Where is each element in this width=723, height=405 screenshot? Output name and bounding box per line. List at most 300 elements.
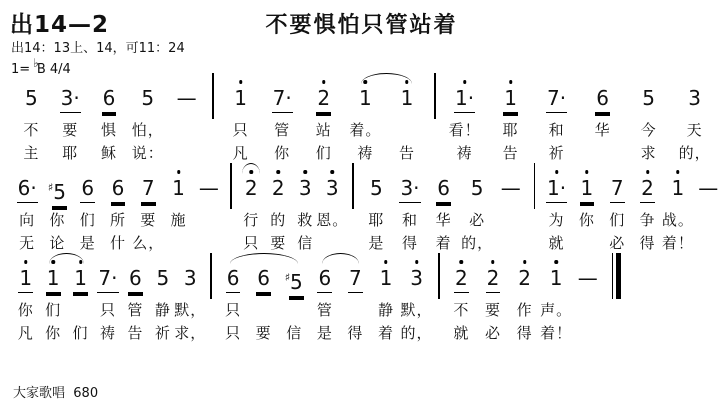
- lyric-verse2: 祷: [99, 324, 116, 342]
- note-digit: 6: [226, 266, 241, 293]
- lyric-verse1: 救: [297, 211, 314, 229]
- lyric-verse2: 祈: [548, 144, 565, 162]
- lyric-verse2: 的，: [461, 234, 494, 252]
- lyric-verse2: 祈: [154, 324, 171, 342]
- note: [400, 86, 415, 112]
- note-digit: 1·: [546, 176, 567, 203]
- note-column: [261, 72, 303, 165]
- note-digit: 1: [73, 266, 88, 293]
- lyric-verse1: 只: [225, 301, 242, 319]
- note-digit: 6: [128, 266, 143, 293]
- note: [285, 266, 304, 292]
- note-column: [73, 162, 103, 255]
- note: [379, 266, 394, 292]
- note: [358, 86, 373, 112]
- lyric-verse1: 天: [686, 121, 703, 139]
- key-prefix: 1=: [11, 62, 31, 77]
- lyric-verse2: 们: [315, 144, 332, 162]
- note-digit: 1: [400, 86, 414, 110]
- note-digit: 6: [102, 86, 117, 113]
- lyric-verse1: 管: [316, 301, 333, 319]
- note-digit: 1: [172, 176, 185, 200]
- barline: [352, 163, 354, 209]
- note: [317, 266, 332, 292]
- note-digit: 3·: [399, 176, 420, 203]
- note-digit: 6·: [17, 176, 38, 203]
- note-column: [488, 72, 534, 165]
- lyric-verse2: 着！: [540, 324, 573, 342]
- lyric-verse1: 怕，: [131, 121, 164, 139]
- lyric-verse2: 信: [286, 324, 303, 342]
- note: [549, 266, 564, 292]
- lyric-verse1: 你: [49, 211, 66, 229]
- lyric-verse1: 耶: [502, 121, 519, 139]
- lyric-verse2: 告: [398, 144, 415, 162]
- catalog-number: 出14—2: [10, 12, 110, 38]
- note-digit: 6: [256, 266, 271, 293]
- note-digit: 1: [234, 86, 247, 110]
- note: [48, 176, 67, 202]
- note-digit: 5: [370, 176, 383, 200]
- note-column: [51, 72, 90, 165]
- note-column: [427, 162, 461, 255]
- note: [640, 176, 655, 202]
- note: [155, 266, 170, 292]
- note-digit: 5: [470, 176, 484, 200]
- note-digit: 1: [671, 176, 685, 200]
- sharp-accidental-icon: ♯: [284, 271, 291, 284]
- flat-sign: ♭: [33, 56, 39, 70]
- dash-prolong-mark: —: [500, 176, 521, 200]
- lyric-verse1: 不: [23, 121, 40, 139]
- song-title: 不要惧怕只管站着: [265, 13, 458, 38]
- note: [128, 266, 143, 292]
- note-column: [174, 252, 207, 345]
- note: [298, 176, 313, 202]
- note-column: [401, 252, 432, 345]
- note-column: [279, 252, 310, 345]
- note: [436, 176, 451, 202]
- note-digit: 3: [325, 176, 339, 200]
- note: [348, 266, 363, 292]
- lyric-verse1: 为: [548, 211, 565, 229]
- note-digit: 1: [503, 86, 518, 113]
- note-column: [128, 72, 167, 165]
- lyric-verse2: 的，: [400, 324, 433, 342]
- lyric-verse1: 着。: [349, 121, 382, 139]
- measure: [444, 252, 606, 345]
- note-digit: 1: [46, 266, 61, 293]
- note: [73, 266, 88, 292]
- note: [97, 266, 118, 292]
- note: [176, 86, 198, 112]
- note: [171, 176, 186, 202]
- lyric-verse1: 要: [62, 121, 79, 139]
- lyric-verse1: 争: [639, 211, 656, 229]
- note-digit: 6: [80, 176, 95, 203]
- note-column: [360, 162, 394, 255]
- note-column: [220, 72, 262, 165]
- lyric-verse2: 是: [368, 234, 385, 252]
- lyric-verse2: 论: [49, 234, 66, 252]
- note: [60, 86, 81, 112]
- barline: [212, 73, 214, 119]
- lyric-verse1: 静: [154, 301, 171, 319]
- lyric-verse1: 今: [640, 121, 657, 139]
- final-barline: [612, 253, 621, 299]
- lyric-verse2: 求: [640, 144, 657, 162]
- lyric-verse1: 声。: [540, 301, 573, 319]
- lyric-verse2: 要: [270, 234, 287, 252]
- note: [272, 86, 293, 112]
- note-column: [672, 72, 718, 165]
- sharp-accidental-icon: ♯: [47, 181, 54, 194]
- lyric-verse2: 凡: [17, 324, 34, 342]
- note: [140, 86, 155, 112]
- lyric-verse2: 祷: [357, 144, 374, 162]
- lyric-verse2: 凡: [232, 144, 249, 162]
- note: [80, 176, 95, 202]
- note-digit: 7: [348, 266, 363, 293]
- thick-bar: [616, 253, 621, 299]
- note: [454, 266, 469, 292]
- note-column: [509, 252, 541, 345]
- lyric-verse2: 祷: [456, 144, 473, 162]
- thin-bar: [612, 253, 614, 299]
- note: [454, 86, 475, 112]
- note-column: [133, 162, 163, 255]
- lyric-verse1: 华: [594, 121, 611, 139]
- note-column: [340, 252, 371, 345]
- lyric-verse1: 耶: [368, 211, 385, 229]
- note: [577, 266, 599, 292]
- scripture-reference: 出14：13上、14，可11：24: [11, 41, 185, 56]
- note: [325, 176, 340, 202]
- note-column: [446, 252, 478, 345]
- lyric-verse2: 必: [609, 234, 626, 252]
- note: [46, 266, 61, 292]
- note-column: [12, 252, 39, 345]
- note-column: [103, 162, 133, 255]
- note-column: [494, 162, 528, 255]
- barline: [434, 73, 436, 119]
- lyric-verse2: 主: [23, 144, 40, 162]
- note-column: [632, 162, 662, 255]
- note: [399, 176, 420, 202]
- lyric-verse2: 的，: [678, 144, 711, 162]
- measure: [216, 252, 434, 345]
- lyric-verse2: 告: [127, 324, 144, 342]
- lyric-verse2: 只: [243, 234, 260, 252]
- measure: [218, 72, 430, 165]
- lyric-verse2: 们: [72, 324, 89, 342]
- lyric-verse1: 必: [469, 211, 486, 229]
- note-column: [303, 72, 345, 165]
- lyric-verse1: 所: [109, 211, 126, 229]
- lyric-verse1: 向: [19, 211, 36, 229]
- dash-prolong-mark: —: [198, 176, 219, 200]
- note-column: [693, 162, 723, 255]
- note: [503, 86, 518, 112]
- note-column: [12, 162, 42, 255]
- note-column: [94, 252, 121, 345]
- note-digit: 7: [141, 176, 156, 203]
- note-column: [194, 162, 224, 255]
- note-digit: 2: [316, 86, 331, 113]
- note: [610, 176, 625, 202]
- note-digit: 5: [25, 86, 38, 110]
- lyric-verse2: 得: [347, 324, 364, 342]
- note: [102, 86, 117, 112]
- note-column: [12, 72, 51, 165]
- lyric-verse2: 得: [639, 234, 656, 252]
- note-column: [149, 252, 176, 345]
- lyric-verse1: 的: [270, 211, 287, 229]
- note-column: [572, 252, 604, 345]
- lyric-verse1: 你: [578, 211, 595, 229]
- time-signature: 4/4: [49, 62, 71, 77]
- measure: [10, 162, 226, 255]
- note: [687, 86, 702, 112]
- lyric-verse2: 信: [297, 234, 314, 252]
- lyric-verse1: 管: [274, 121, 291, 139]
- measure: [358, 162, 530, 255]
- note-column: [39, 252, 66, 345]
- note: [271, 176, 286, 202]
- barline: [230, 163, 232, 209]
- note-digit: 2: [244, 176, 258, 200]
- note-column: [393, 162, 427, 255]
- score-line: [10, 252, 623, 345]
- lyric-verse2: 告: [502, 144, 519, 162]
- lyric-verse2: 着！: [661, 234, 694, 252]
- note-column: [265, 162, 292, 255]
- note-column: [663, 162, 693, 255]
- note-column: [534, 72, 580, 165]
- note-column: [42, 162, 72, 255]
- lyric-verse2: 耶: [62, 144, 79, 162]
- lyric-verse2: 是: [316, 324, 333, 342]
- note: [24, 86, 39, 112]
- lyric-verse1: 们: [45, 301, 62, 319]
- note-digit: 3: [183, 266, 197, 290]
- lyric-verse2: 你: [45, 324, 62, 342]
- note-digit: 5: [289, 270, 304, 297]
- lyric-verse1: 站: [315, 121, 332, 139]
- measure: [10, 72, 208, 165]
- note-column: [167, 72, 206, 165]
- lyric-verse1: 不: [453, 301, 470, 319]
- note: [226, 266, 241, 292]
- note-column: [310, 252, 341, 345]
- note-digit: 7: [610, 176, 625, 203]
- note-digit: 7·: [546, 86, 567, 113]
- measure: [10, 252, 206, 345]
- note-digit: 7·: [97, 266, 118, 293]
- lyric-verse1: 作: [516, 301, 533, 319]
- note: [697, 176, 719, 202]
- lyric-verse1: 只: [99, 301, 116, 319]
- note-digit: 3·: [60, 86, 81, 113]
- note: [641, 86, 656, 112]
- note-column: [292, 162, 319, 255]
- measure: [236, 162, 348, 255]
- note-column: [218, 252, 249, 345]
- note: [369, 176, 384, 202]
- note-digit: 3: [410, 266, 423, 290]
- note: [500, 176, 522, 202]
- note-column: [602, 162, 632, 255]
- lyric-verse1: 只: [232, 121, 249, 139]
- lyric-verse2: 求，: [174, 324, 207, 342]
- note: [256, 266, 271, 292]
- lyric-verse1: 们: [79, 211, 96, 229]
- note: [409, 266, 424, 292]
- lyric-verse1: 默，: [400, 301, 433, 319]
- lyric-verse2: 着: [377, 324, 394, 342]
- lyric-verse2: 什: [109, 234, 126, 252]
- note-column: [572, 162, 602, 255]
- note-digit: 2: [518, 266, 531, 290]
- note-column: [442, 72, 488, 165]
- lyric-verse2: 得: [401, 234, 418, 252]
- lyric-verse1: 施: [170, 211, 187, 229]
- note-column: [122, 252, 149, 345]
- note-column: [626, 72, 672, 165]
- note-column: [540, 252, 572, 345]
- note-column: [316, 162, 349, 255]
- note: [595, 86, 610, 112]
- lyric-verse2: 只: [225, 324, 242, 342]
- lyric-verse2: 着: [435, 234, 452, 252]
- note-digit: 6: [436, 176, 451, 203]
- note-digit: 1·: [454, 86, 475, 113]
- note: [183, 266, 198, 292]
- note-digit: 2: [271, 176, 285, 200]
- lyric-verse1: 你: [17, 301, 34, 319]
- note-column: [371, 252, 402, 345]
- lyric-verse1: 和: [548, 121, 565, 139]
- lyric-verse2: 就: [548, 234, 565, 252]
- lyric-verse1: 华: [435, 211, 452, 229]
- lyric-verse2: 你: [274, 144, 291, 162]
- note-digit: 6: [595, 86, 610, 113]
- note-digit: 5: [141, 86, 155, 110]
- note-digit: 1: [359, 86, 372, 110]
- note-digit: 2: [454, 266, 469, 293]
- note-column: [345, 72, 387, 165]
- note: [580, 176, 595, 202]
- note-column: [580, 72, 626, 165]
- note-column: [248, 252, 279, 345]
- note-digit: 2: [486, 266, 501, 293]
- barline: [438, 253, 440, 299]
- note: [111, 176, 126, 202]
- note: [316, 86, 331, 112]
- score-line: [10, 72, 723, 165]
- lyric-verse1: 和: [401, 211, 418, 229]
- note-column: [477, 252, 509, 345]
- lyric-verse1: 惧: [100, 121, 117, 139]
- note: [546, 176, 567, 202]
- lyric-verse2: 得: [516, 324, 533, 342]
- note-digit: 6: [317, 266, 332, 293]
- lyric-verse1: 管: [127, 301, 144, 319]
- note-digit: 2: [640, 176, 655, 203]
- lyric-verse1: 行: [243, 211, 260, 229]
- note: [233, 86, 248, 112]
- note-digit: 1: [18, 266, 33, 293]
- lyric-verse1: 恩。: [316, 211, 349, 229]
- note: [17, 176, 38, 202]
- note: [18, 266, 33, 292]
- lyric-verse2: 是: [79, 234, 96, 252]
- note-digit: 3: [688, 86, 701, 110]
- songbook-page-number: 680: [73, 386, 99, 401]
- lyric-verse1: 要: [140, 211, 157, 229]
- measure: [539, 162, 723, 255]
- dash-prolong-mark: —: [698, 176, 719, 200]
- note-column: [460, 162, 494, 255]
- lyric-verse2: 稣: [100, 144, 117, 162]
- key-note: B: [36, 62, 46, 77]
- lyric-verse2: 说：: [131, 144, 164, 162]
- lyric-verse1: 看！: [448, 121, 481, 139]
- note: [141, 176, 156, 202]
- score-line: [10, 162, 723, 255]
- note-digit: 1: [549, 266, 563, 290]
- note-digit: 6: [111, 176, 126, 203]
- songbook-name: 大家歌唱: [13, 386, 66, 401]
- lyric-verse2: 么，: [132, 234, 165, 252]
- dash-prolong-mark: —: [176, 86, 197, 110]
- songbook-source: [13, 382, 98, 401]
- lyric-verse2: 无: [19, 234, 36, 252]
- lyric-verse2: 必: [484, 324, 501, 342]
- note-digit: 5: [642, 86, 655, 110]
- lyric-verse2: 就: [453, 324, 470, 342]
- note-column: [541, 162, 571, 255]
- note: [671, 176, 686, 202]
- lyric-verse1: 默，: [174, 301, 207, 319]
- note-column: [386, 72, 428, 165]
- note-digit: 7·: [272, 86, 293, 113]
- note-digit: 3: [298, 176, 312, 200]
- note-digit: 5: [156, 266, 170, 290]
- measure: [440, 72, 720, 165]
- barline: [534, 163, 536, 209]
- note-digit: 5: [52, 180, 67, 207]
- note: [546, 86, 567, 112]
- note-digit: 1: [580, 176, 595, 203]
- note-digit: 1: [379, 266, 393, 290]
- note: [517, 266, 532, 292]
- note-column: [90, 72, 129, 165]
- note: [486, 266, 501, 292]
- note: [198, 176, 220, 202]
- lyric-verse1: 战。: [661, 211, 694, 229]
- note-column: [238, 162, 265, 255]
- note: [470, 176, 485, 202]
- dash-prolong-mark: —: [577, 266, 598, 290]
- lyric-verse1: 要: [484, 301, 501, 319]
- note-column: [163, 162, 193, 255]
- note-column: [67, 252, 94, 345]
- lyric-verse2: 要: [255, 324, 272, 342]
- lyric-verse1: 静: [377, 301, 394, 319]
- note: [244, 176, 259, 202]
- barline: [210, 253, 212, 299]
